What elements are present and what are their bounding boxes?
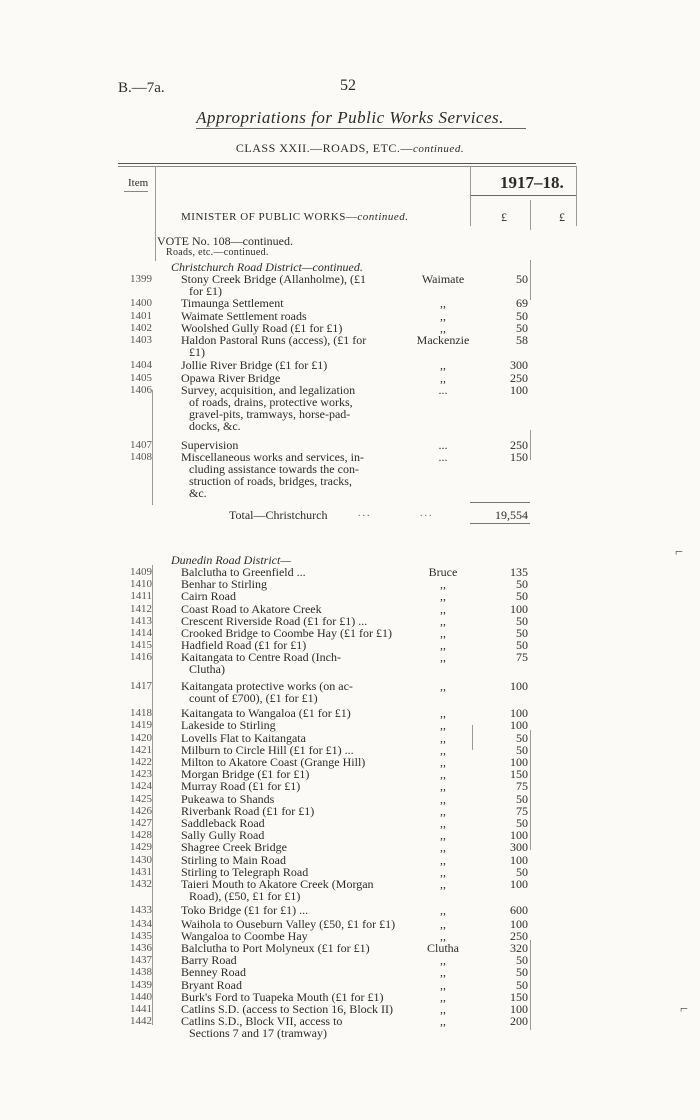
item-number: 1405	[130, 371, 152, 384]
year-header-underline	[470, 195, 576, 196]
item-amount: 600	[510, 903, 528, 918]
county-name: ,,	[440, 864, 446, 879]
item-amount: 100	[510, 678, 528, 693]
item-description	[181, 878, 409, 902]
minister-heading-main: MINISTER OF PUBLIC WORKS—	[181, 211, 358, 223]
page-title: Appropriations for Public Works Services.	[196, 108, 504, 127]
item-number: 1409	[130, 566, 152, 578]
document-reference: B.—7a.	[118, 80, 165, 96]
item-amount: 100	[510, 916, 528, 931]
description-line: Taieri Mouth to Akatore Creek (Morgan	[181, 877, 374, 891]
item-amount: 50	[516, 272, 528, 286]
header-rule-top	[118, 163, 576, 164]
item-number: 1442	[130, 1015, 152, 1028]
item-column-rule-3	[152, 565, 153, 1025]
county-name: ,,	[440, 742, 446, 757]
total-amount: 19,554	[495, 508, 528, 522]
description-line: of roads, drains, protective works,	[189, 394, 353, 409]
item-description	[181, 732, 409, 744]
description-line: Cairn Road	[181, 589, 236, 604]
county-name: ,,	[440, 601, 446, 616]
county-name: ,,	[440, 320, 446, 335]
description-line: Waihola to Ouseburn Valley (£50, £1 for £1)	[181, 916, 396, 931]
description-line: Crooked Bridge to Coombe Hay (£1 for £1)	[181, 626, 392, 640]
description-line: Stirling to Main Road	[181, 852, 286, 867]
item-number: 1434	[130, 917, 152, 930]
description-line: Sally Gully Road	[181, 828, 265, 843]
description-line: Riverbank Road (£1 for £1)	[181, 803, 315, 818]
description-line: Kaitangata to Centre Road (Inch-	[181, 650, 341, 665]
item-number: 1415	[130, 639, 152, 652]
description-line: Kaitangata to Wangaloa (£1 for £1)	[181, 706, 351, 721]
item-description	[181, 756, 409, 768]
item-description	[181, 942, 409, 954]
item-description	[181, 966, 409, 978]
item-amount: 50	[516, 965, 528, 980]
description-line: Benney Road	[181, 965, 246, 980]
description-line: Survey, acquisition, and legalization	[181, 382, 356, 397]
county-name: ,,	[440, 678, 446, 693]
item-amount: 50	[516, 730, 528, 745]
county-name: ,,	[440, 370, 446, 385]
item-description	[181, 322, 409, 334]
item-description	[181, 439, 409, 451]
item-amount: 50	[516, 953, 528, 968]
amount-column-rule-left	[470, 166, 471, 226]
item-amount: 69	[516, 296, 528, 311]
description-line: gravel-pits, tramways, horse-pad-	[189, 406, 351, 421]
county-name: ,,	[440, 803, 446, 818]
item-number: 1417	[130, 679, 152, 692]
item-amount: 50	[516, 320, 528, 335]
description-line: Bryant Road	[181, 977, 242, 992]
item-description	[181, 603, 409, 615]
item-number: 1404	[130, 359, 152, 372]
vote-heading: VOTE No. 108—continued.	[157, 234, 293, 248]
county-name: ,,	[440, 828, 446, 843]
item-amount: 250	[510, 437, 528, 452]
county-name: ...	[438, 449, 448, 464]
description-line: Haldon Pastoral Runs (access), (£1 for	[181, 333, 367, 347]
description-line: Catlins S.D. (access to Section 16, Block II)	[181, 1002, 393, 1016]
county-name: ...	[438, 437, 448, 452]
pound-sign-1: £	[501, 210, 507, 224]
item-description	[181, 854, 409, 866]
county-name: ,,	[440, 706, 446, 721]
item-header-underline	[124, 191, 148, 192]
item-description	[181, 930, 409, 942]
description-line: Balclutha to Greenfield ...	[181, 565, 306, 579]
county-name: ,,	[440, 953, 446, 968]
item-amount: 50	[516, 589, 528, 604]
item-amount: 75	[516, 803, 528, 818]
item-number: 1423	[130, 768, 152, 781]
total-label: Total—Christchurch	[229, 508, 328, 522]
item-description	[181, 384, 409, 432]
item-description	[181, 615, 409, 627]
description-line: Waimate Settlement roads	[181, 308, 307, 323]
description-line: &c.	[189, 485, 207, 500]
item-number: 1425	[130, 792, 152, 805]
pound-sign-2: £	[559, 210, 565, 224]
item-number: 1401	[130, 309, 152, 322]
item-amount: 250	[510, 370, 528, 385]
item-amount: 50	[516, 626, 528, 640]
item-amount: 50	[516, 308, 528, 323]
description-line: Timaunga Settlement	[181, 296, 284, 311]
county-name: ,,	[440, 877, 446, 891]
item-description	[181, 793, 409, 805]
county-name: Bruce	[428, 565, 458, 579]
item-description	[181, 841, 409, 853]
item-description	[181, 768, 409, 780]
item-number: 1399	[130, 273, 152, 285]
item-description	[181, 273, 409, 297]
description-line: Crescent Riverside Road (£1 for £1) ...	[181, 613, 368, 628]
description-line: Supervision	[181, 437, 239, 452]
county-name: ,,	[440, 650, 446, 665]
description-line: Lovells Flat to Kaitangata	[181, 730, 306, 745]
county-name: ,,	[440, 779, 446, 794]
description-line: Stirling to Telegraph Road	[181, 864, 309, 879]
item-description	[181, 866, 409, 878]
county-name: ,,	[440, 638, 446, 653]
county-name: ,,	[440, 1002, 446, 1016]
title-rule	[196, 128, 526, 129]
description-line: £1)	[189, 345, 205, 359]
description-line: Shagree Creek Bridge	[181, 840, 287, 855]
item-description	[181, 639, 409, 651]
description-line: Lakeside to Stirling	[181, 718, 276, 733]
roads-heading: Roads, etc.—continued.	[166, 247, 269, 258]
county-name: ...	[438, 382, 448, 397]
description-line: Clutha)	[189, 662, 225, 677]
item-number: 1437	[130, 954, 152, 967]
item-description	[181, 451, 409, 499]
description-line: Woolshed Gully Road (£1 for £1)	[181, 320, 343, 335]
item-number: 1427	[130, 817, 152, 829]
item-amount: 100	[510, 706, 528, 721]
item-amount: 75	[516, 650, 528, 665]
amount-rule-c	[530, 730, 531, 850]
item-amount: 300	[510, 840, 528, 855]
year-column-header: 1917–18.	[500, 173, 564, 192]
item-amount: 150	[510, 449, 528, 464]
item-description	[181, 805, 409, 817]
description-line: Catlins S.D., Block VII, access to	[181, 1014, 343, 1029]
county-name: ,,	[440, 791, 446, 806]
county-name: ,,	[440, 730, 446, 745]
county-name: ,,	[440, 965, 446, 980]
county-name: ,,	[440, 296, 446, 311]
item-description	[181, 651, 409, 675]
item-number: 1435	[130, 929, 152, 942]
item-description	[181, 991, 409, 1003]
description-line: Benhar to Stirling	[181, 577, 267, 592]
margin-mark: ⌐	[675, 545, 683, 560]
item-description	[181, 829, 409, 841]
item-amount: 100	[510, 828, 528, 843]
amount-rule-d	[530, 940, 531, 1030]
item-amount: 100	[510, 1002, 528, 1016]
item-number: 1424	[130, 780, 152, 793]
county-name: ,,	[440, 977, 446, 992]
item-number: 1422	[130, 756, 152, 768]
item-description	[181, 1003, 409, 1015]
description-line: Wangaloa to Coombe Hay	[181, 928, 308, 943]
description-line: Road), (£50, £1 for £1)	[189, 889, 301, 903]
item-amount: 100	[510, 601, 528, 616]
item-description	[181, 590, 409, 602]
item-amount: 50	[516, 791, 528, 806]
item-number: 1412	[130, 602, 152, 615]
item-number: 1430	[130, 853, 152, 866]
description-line: Murray Road (£1 for £1)	[181, 779, 301, 794]
description-line: Opawa River Bridge	[181, 370, 281, 385]
christchurch-district-heading: Christchurch Road District—continued.	[171, 260, 363, 274]
item-number: 1408	[130, 450, 152, 463]
item-number: 1426	[130, 804, 152, 817]
county-name: Mackenzie	[416, 333, 470, 347]
item-number: 1439	[130, 978, 152, 991]
amount-rule-a	[530, 260, 531, 300]
item-amount: 150	[510, 989, 528, 1004]
item-amount: 50	[516, 977, 528, 992]
item-number: 1429	[130, 841, 152, 854]
description-line: struction of roads, bridges, tracks,	[189, 473, 352, 488]
item-column-header: Item	[128, 177, 149, 189]
description-line: for £1)	[189, 284, 222, 298]
class-subtitle-continued: continued.	[412, 143, 465, 155]
description-line: Saddleback Road	[181, 816, 265, 830]
item-description	[181, 334, 409, 358]
description-line: Milton to Akatore Coast (Grange Hill)	[181, 755, 366, 769]
item-number: 1419	[130, 719, 152, 732]
header-rule-bottom	[118, 166, 576, 167]
item-number: 1440	[130, 990, 152, 1003]
description-line: Balclutha to Port Molyneux (£1 for £1)	[181, 941, 370, 955]
item-description	[181, 359, 409, 371]
item-number: 1420	[130, 731, 152, 744]
item-description	[181, 1015, 409, 1039]
leader-dots: ...	[358, 508, 372, 519]
item-amount: 200	[510, 1014, 528, 1029]
item-amount: 135	[510, 565, 528, 579]
description-line: Milburn to Circle Hill (£1 for £1) ...	[181, 742, 354, 757]
item-description	[181, 680, 409, 704]
item-description	[181, 918, 409, 930]
item-amount: 250	[510, 928, 528, 943]
minister-heading	[181, 211, 409, 223]
item-column-rule	[155, 166, 156, 261]
item-amount: 300	[510, 358, 528, 373]
item-number: 1402	[130, 321, 152, 334]
description-line: Miscellaneous works and services, in-	[181, 449, 364, 464]
description-line: Sections 7 and 17 (tramway)	[189, 1026, 327, 1041]
item-amount: 50	[516, 638, 528, 653]
county-name: ,,	[440, 613, 446, 628]
description-line: cluding assistance towards the con-	[189, 461, 359, 476]
item-amount: 100	[510, 755, 528, 769]
county-name: ,,	[440, 718, 446, 733]
county-name: ,,	[440, 1014, 446, 1029]
item-description	[181, 707, 409, 719]
item-amount: 320	[510, 941, 528, 955]
county-name: ,,	[440, 626, 446, 640]
county-name: ,,	[440, 358, 446, 373]
item-description	[181, 904, 409, 916]
dunedin-district-heading: Dunedin Road District—	[171, 553, 291, 567]
county-name: ,,	[440, 767, 446, 782]
item-description	[181, 578, 409, 590]
margin-mark: ⌐	[680, 1002, 688, 1017]
item-number: 1436	[130, 942, 152, 954]
item-number: 1431	[130, 865, 152, 878]
item-number: 1406	[130, 383, 152, 396]
minister-heading-continued: continued.	[357, 211, 409, 223]
item-description	[181, 780, 409, 792]
item-description	[181, 297, 409, 309]
amount-column-rule-mid	[530, 200, 531, 230]
county-name: ,,	[440, 308, 446, 323]
item-number: 1432	[130, 878, 152, 890]
page-number: 52	[340, 77, 356, 94]
county-name: ,,	[440, 589, 446, 604]
item-amount: 100	[510, 852, 528, 867]
item-number: 1418	[130, 707, 152, 720]
description-line: Jollie River Bridge (£1 for £1)	[181, 358, 328, 373]
amount-column-rule-right	[576, 166, 577, 226]
item-number: 1421	[130, 743, 152, 756]
item-amount: 100	[510, 382, 528, 397]
description-line: Stony Creek Bridge (Allanholme), (£1	[181, 272, 366, 286]
item-description	[181, 817, 409, 829]
item-amount: 58	[516, 333, 528, 347]
item-number: 1413	[130, 614, 152, 627]
county-name: Waimate	[421, 272, 465, 286]
item-description	[181, 979, 409, 991]
item-description	[181, 372, 409, 384]
item-description	[181, 719, 409, 731]
item-number: 1428	[130, 829, 152, 842]
item-number: 1411	[130, 590, 152, 603]
county-name: ,,	[440, 903, 446, 918]
leader-dots: ...	[420, 508, 434, 519]
item-amount: 50	[516, 816, 528, 830]
county-name: Clutha	[427, 941, 459, 955]
description-line: Pukeawa to Shands	[181, 791, 275, 806]
item-amount: 100	[510, 718, 528, 733]
item-column-rule-2	[152, 390, 153, 505]
description-line: Morgan Bridge (£1 for £1)	[181, 767, 310, 782]
item-number: 1403	[130, 334, 152, 346]
description-line: Barry Road	[181, 953, 237, 968]
county-name: ,,	[440, 928, 446, 943]
item-number: 1414	[130, 627, 152, 639]
item-amount: 50	[516, 613, 528, 628]
item-amount: 50	[516, 864, 528, 879]
item-amount: 50	[516, 742, 528, 757]
item-number: 1441	[130, 1003, 152, 1015]
description-line: Kaitangata protective works (on ac-	[181, 678, 353, 693]
item-amount: 150	[510, 767, 528, 782]
description-line: Burk's Ford to Tuapeka Mouth (£1 for £1)	[181, 989, 384, 1004]
item-description	[181, 627, 409, 639]
county-name: ,,	[440, 577, 446, 592]
county-name: ,,	[440, 852, 446, 867]
description-line: Toko Bridge (£1 for £1) ...	[181, 903, 309, 918]
item-number: 1407	[130, 438, 152, 451]
item-number: 1433	[130, 904, 152, 917]
county-name: ,,	[440, 916, 446, 931]
total-rule-bottom	[470, 523, 530, 524]
county-name: ,,	[440, 840, 446, 855]
item-amount: 100	[510, 877, 528, 891]
amount-rule-b	[530, 430, 531, 460]
description-line: docks, &c.	[189, 418, 241, 433]
county-name: ,,	[440, 816, 446, 830]
item-amount: 50	[516, 577, 528, 592]
item-number: 1438	[130, 966, 152, 979]
item-description	[181, 566, 409, 578]
item-number: 1416	[130, 651, 152, 664]
class-subtitle-main: CLASS XXII.—ROADS, ETC.—	[235, 141, 413, 155]
county-name: ,,	[440, 755, 446, 769]
class-subtitle	[0, 141, 700, 156]
description-line: Hadfield Road (£1 for £1)	[181, 638, 307, 653]
total-rule-top	[470, 502, 530, 503]
item-description	[181, 310, 409, 322]
item-number: 1410	[130, 578, 152, 591]
item-description	[181, 744, 409, 756]
item-number: 1400	[130, 297, 152, 310]
description-line: Coast Road to Akatore Creek	[181, 601, 322, 616]
item-description	[181, 954, 409, 966]
description-line: count of £700), (£1 for £1)	[189, 690, 318, 705]
county-name: ,,	[440, 989, 446, 1004]
item-amount: 75	[516, 779, 528, 794]
